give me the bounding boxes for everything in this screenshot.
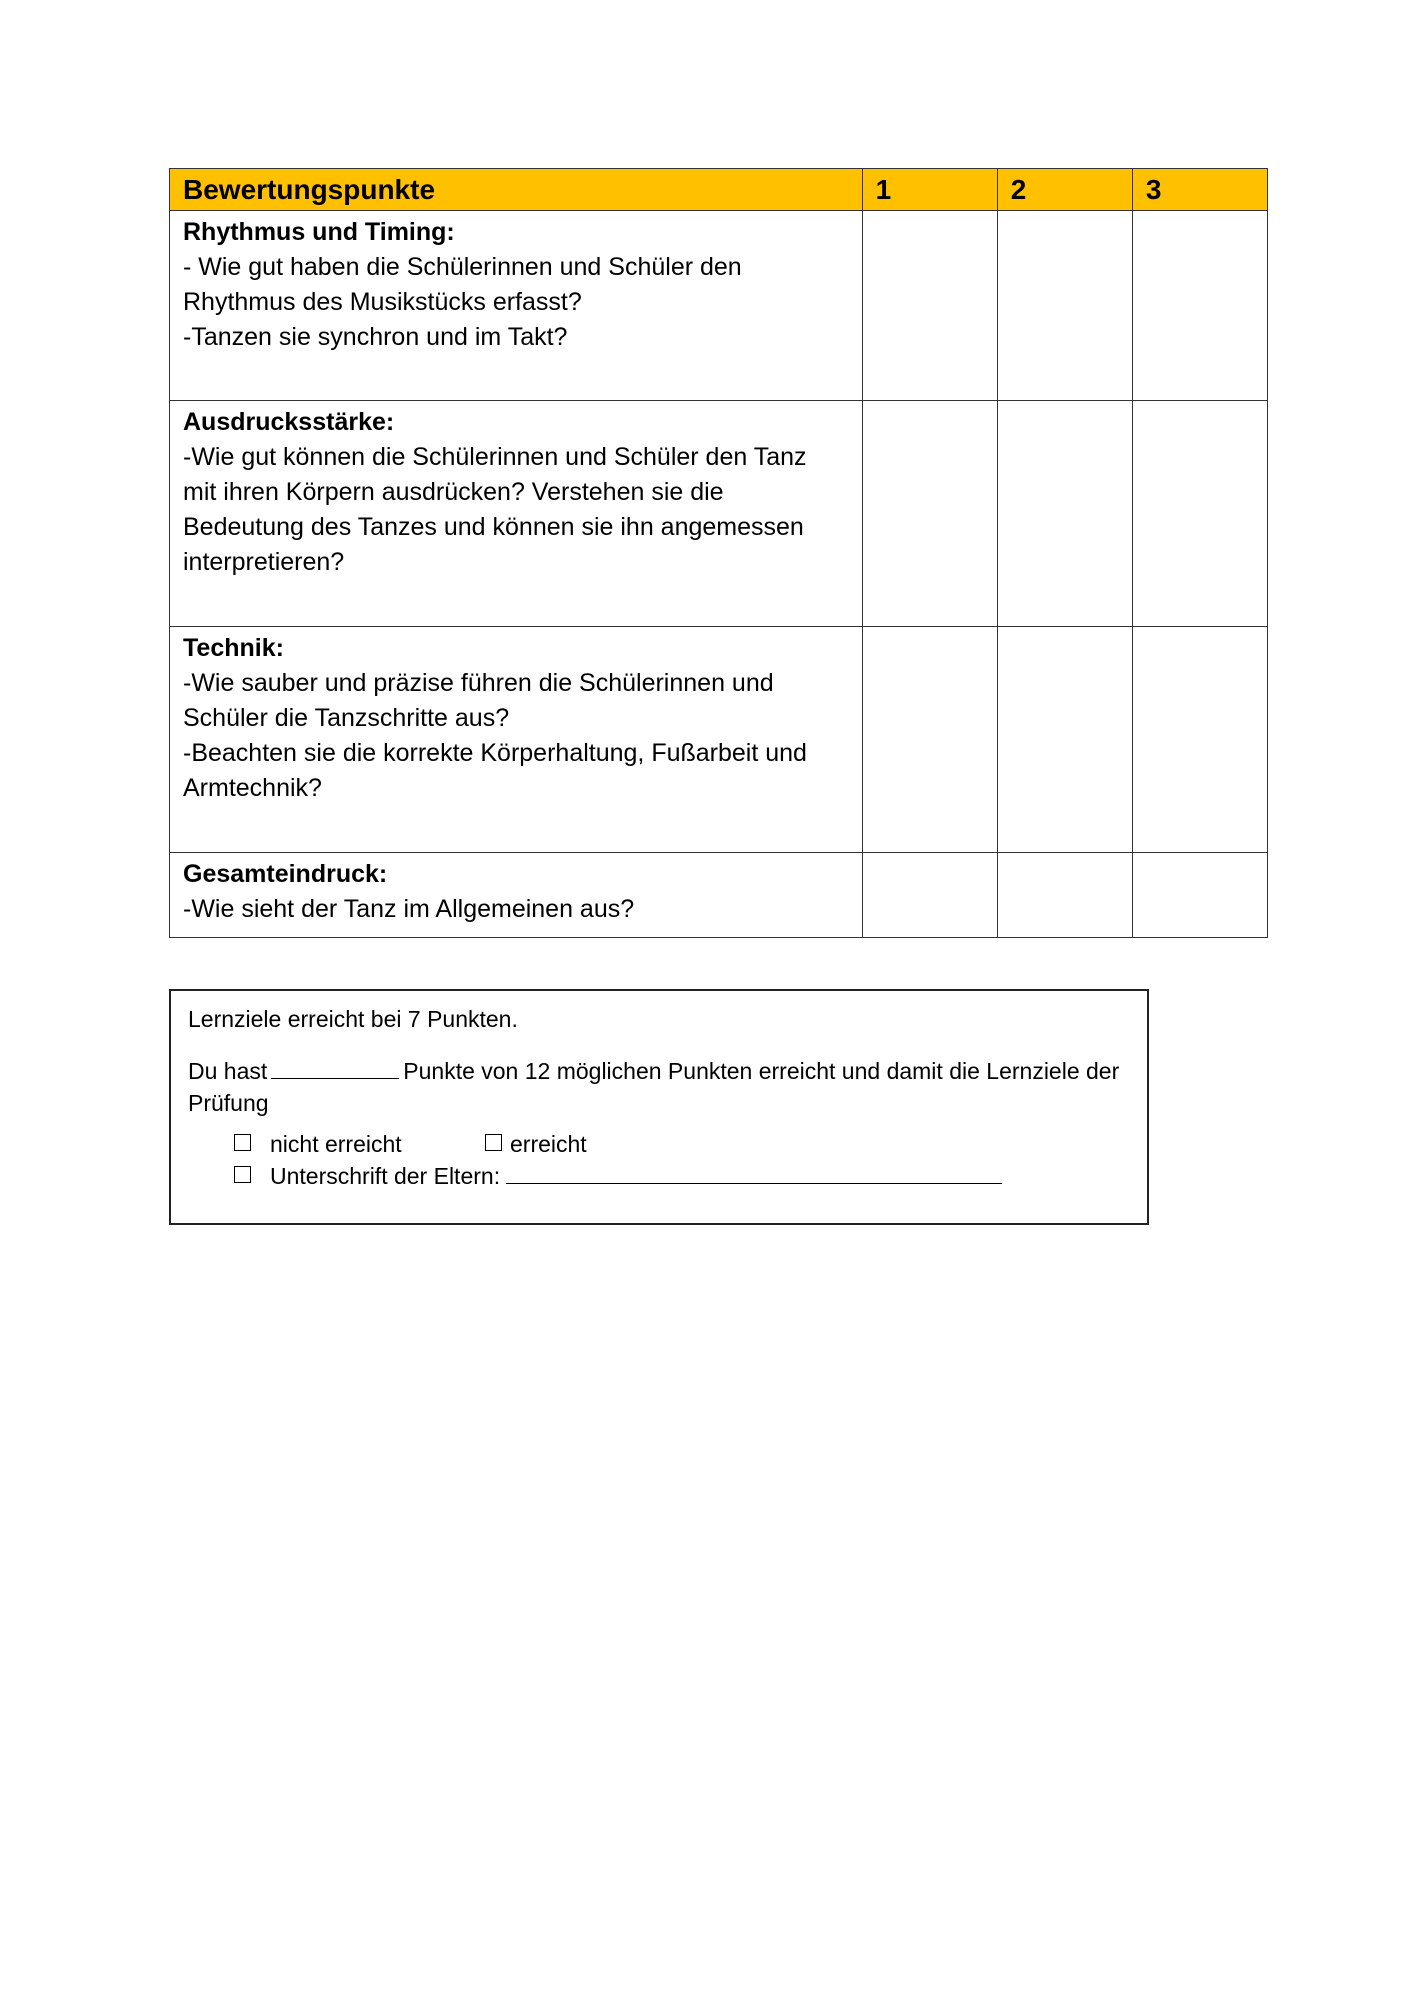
score-prefix: Du hast bbox=[188, 1058, 268, 1084]
criterion-line: interpretieren? bbox=[183, 548, 345, 576]
criterion-line: Schüler die Tanzschritte aus? bbox=[183, 704, 510, 732]
criterion-line: -Tanzen sie synchron und im Takt? bbox=[183, 323, 568, 351]
table-row bbox=[170, 853, 1268, 938]
score-cell-1[interactable] bbox=[862, 853, 997, 938]
score-suffix: Punkte von 12 möglichen Punkten erreicht und damit die Lernziele der Prüfung bbox=[188, 1058, 1120, 1116]
criterion-line: -Wie sieht der Tanz im Allgemeinen aus? bbox=[183, 895, 635, 923]
criterion-line: -Wie sauber und präzise führen die Schülerinnen und bbox=[183, 669, 774, 697]
score-cell-2[interactable] bbox=[997, 853, 1132, 938]
threshold-text: Lernziele erreicht bei 7 Punkten. bbox=[188, 1006, 518, 1032]
score-cell-3[interactable] bbox=[1132, 211, 1267, 401]
criterion-line: -Beachten sie die korrekte Körperhaltung, Fußarbeit und bbox=[183, 739, 807, 767]
table-row bbox=[170, 401, 1268, 627]
criterion-cell bbox=[170, 627, 863, 853]
checkbox-reached[interactable] bbox=[485, 1134, 502, 1151]
criterion-title: Technik: bbox=[183, 634, 284, 662]
header-criteria: Bewertungspunkte bbox=[170, 169, 863, 211]
rubric-table bbox=[169, 168, 1268, 938]
score-cell-3[interactable] bbox=[1132, 401, 1267, 627]
criterion-line: mit ihren Körpern ausdrücken? Verstehen sie die bbox=[183, 478, 724, 506]
option-not-reached[interactable] bbox=[234, 1128, 485, 1160]
criterion-line: Armtechnik? bbox=[183, 774, 322, 802]
option-reached-label: erreicht bbox=[510, 1131, 587, 1157]
checkbox-signature[interactable] bbox=[234, 1166, 251, 1183]
score-cell-1[interactable] bbox=[862, 211, 997, 401]
score-cell-2[interactable] bbox=[997, 401, 1132, 627]
table-row bbox=[170, 627, 1268, 853]
header-score-3: 3 bbox=[1132, 169, 1267, 211]
signature-blank-field[interactable] bbox=[506, 1161, 1002, 1184]
option-not-reached-label: nicht erreicht bbox=[270, 1131, 402, 1157]
header-score-1: 1 bbox=[862, 169, 997, 211]
option-reached[interactable] bbox=[485, 1128, 587, 1160]
signature-label: Unterschrift der Eltern: bbox=[270, 1163, 501, 1189]
score-cell-1[interactable] bbox=[862, 401, 997, 627]
signature-row bbox=[234, 1160, 1002, 1192]
header-score-2: 2 bbox=[997, 169, 1132, 211]
points-blank-field[interactable] bbox=[271, 1056, 399, 1079]
result-box bbox=[169, 989, 1149, 1225]
table-row bbox=[170, 211, 1268, 401]
score-sentence bbox=[188, 1055, 1138, 1119]
score-cell-1[interactable] bbox=[862, 627, 997, 853]
score-cell-3[interactable] bbox=[1132, 853, 1267, 938]
result-options bbox=[234, 1128, 587, 1160]
score-cell-2[interactable] bbox=[997, 627, 1132, 853]
criterion-cell bbox=[170, 211, 863, 401]
criterion-line: - Wie gut haben die Schülerinnen und Schüler den bbox=[183, 253, 742, 281]
score-cell-3[interactable] bbox=[1132, 627, 1267, 853]
criterion-cell bbox=[170, 401, 863, 627]
score-cell-2[interactable] bbox=[997, 211, 1132, 401]
criterion-title: Gesamteindruck: bbox=[183, 860, 388, 888]
criterion-line: Rhythmus des Musikstücks erfasst? bbox=[183, 288, 582, 316]
rubric-header-row bbox=[170, 169, 1268, 211]
criterion-line: -Wie gut können die Schülerinnen und Schüler den Tanz bbox=[183, 443, 807, 471]
criterion-title: Ausdrucksstärke: bbox=[183, 408, 395, 436]
checkbox-not-reached[interactable] bbox=[234, 1134, 251, 1151]
criterion-cell bbox=[170, 853, 863, 938]
criterion-title: Rhythmus und Timing: bbox=[183, 218, 455, 246]
criterion-line: Bedeutung des Tanzes und können sie ihn angemessen bbox=[183, 513, 804, 541]
